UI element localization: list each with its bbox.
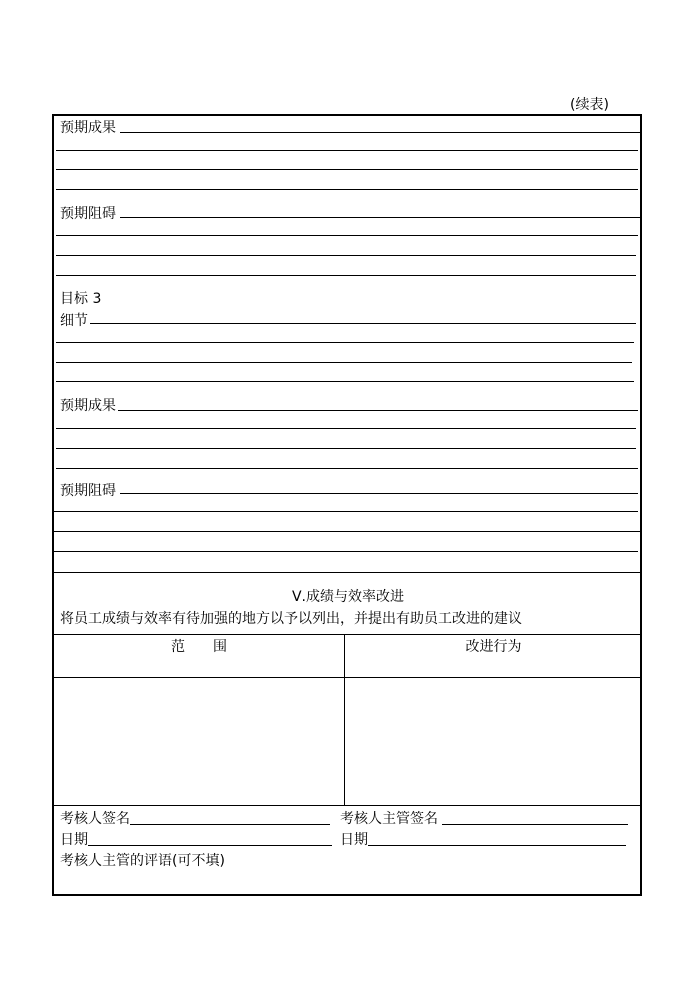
expected-obstacle-2-label: 预期阻碍	[60, 483, 116, 499]
section-v-title: Ⅴ.成绩与效率改进	[291, 589, 405, 605]
write-line[interactable]	[56, 448, 636, 449]
date-left-line[interactable]	[88, 845, 332, 846]
write-line[interactable]	[56, 255, 636, 256]
expected-obstacle-underline[interactable]	[120, 217, 640, 218]
table-column-divider	[344, 634, 345, 805]
section-v-instruction: 将员工成绩与效率有待加强的地方以予以列出，并提出有助员工改进的建议	[60, 611, 522, 627]
goal-3-label: 目标 3	[60, 291, 102, 307]
write-line[interactable]	[56, 342, 634, 343]
improvement-action-cell[interactable]	[346, 678, 641, 804]
supervisor-signature-line[interactable]	[442, 824, 628, 825]
date-right-line[interactable]	[368, 845, 626, 846]
assessor-signature-line[interactable]	[130, 824, 330, 825]
write-line[interactable]	[56, 362, 632, 363]
date-right-label: 日期	[340, 832, 368, 848]
supervisor-comment-area[interactable]	[56, 872, 640, 894]
write-line[interactable]	[56, 468, 638, 469]
assessor-signature-label: 考核人签名	[60, 811, 130, 827]
write-line[interactable]	[56, 169, 638, 170]
table-bottom-border	[54, 805, 642, 806]
expected-result-label: 预期成果	[60, 120, 116, 136]
write-line[interactable]	[56, 189, 638, 190]
scope-cell[interactable]	[55, 678, 343, 804]
write-line[interactable]	[56, 275, 636, 276]
expected-obstacle-label: 预期阻碍	[60, 206, 116, 222]
expected-result-2-underline[interactable]	[118, 410, 638, 411]
write-line[interactable]	[54, 531, 640, 532]
continued-label: (续表)	[570, 97, 609, 113]
column-header-scope: 范 围	[171, 639, 227, 655]
expected-result-2-label: 预期成果	[60, 398, 116, 414]
write-line[interactable]	[56, 150, 638, 151]
write-line[interactable]	[56, 428, 636, 429]
column-header-improvement-action: 改进行为	[465, 639, 522, 655]
table-top-border	[54, 634, 642, 635]
write-line[interactable]	[56, 381, 634, 382]
expected-result-underline[interactable]	[120, 132, 640, 133]
write-line[interactable]	[56, 235, 638, 236]
supervisor-comment-label: 考核人主管的评语(可不填)	[60, 853, 225, 869]
supervisor-signature-label: 考核人主管签名	[340, 811, 438, 827]
expected-obstacle-2-underline[interactable]	[120, 493, 638, 494]
write-line[interactable]	[54, 551, 638, 552]
section-divider	[54, 572, 640, 573]
write-line[interactable]	[54, 511, 638, 512]
details-label: 细节	[60, 313, 88, 329]
date-left-label: 日期	[60, 832, 88, 848]
details-underline[interactable]	[90, 323, 636, 324]
